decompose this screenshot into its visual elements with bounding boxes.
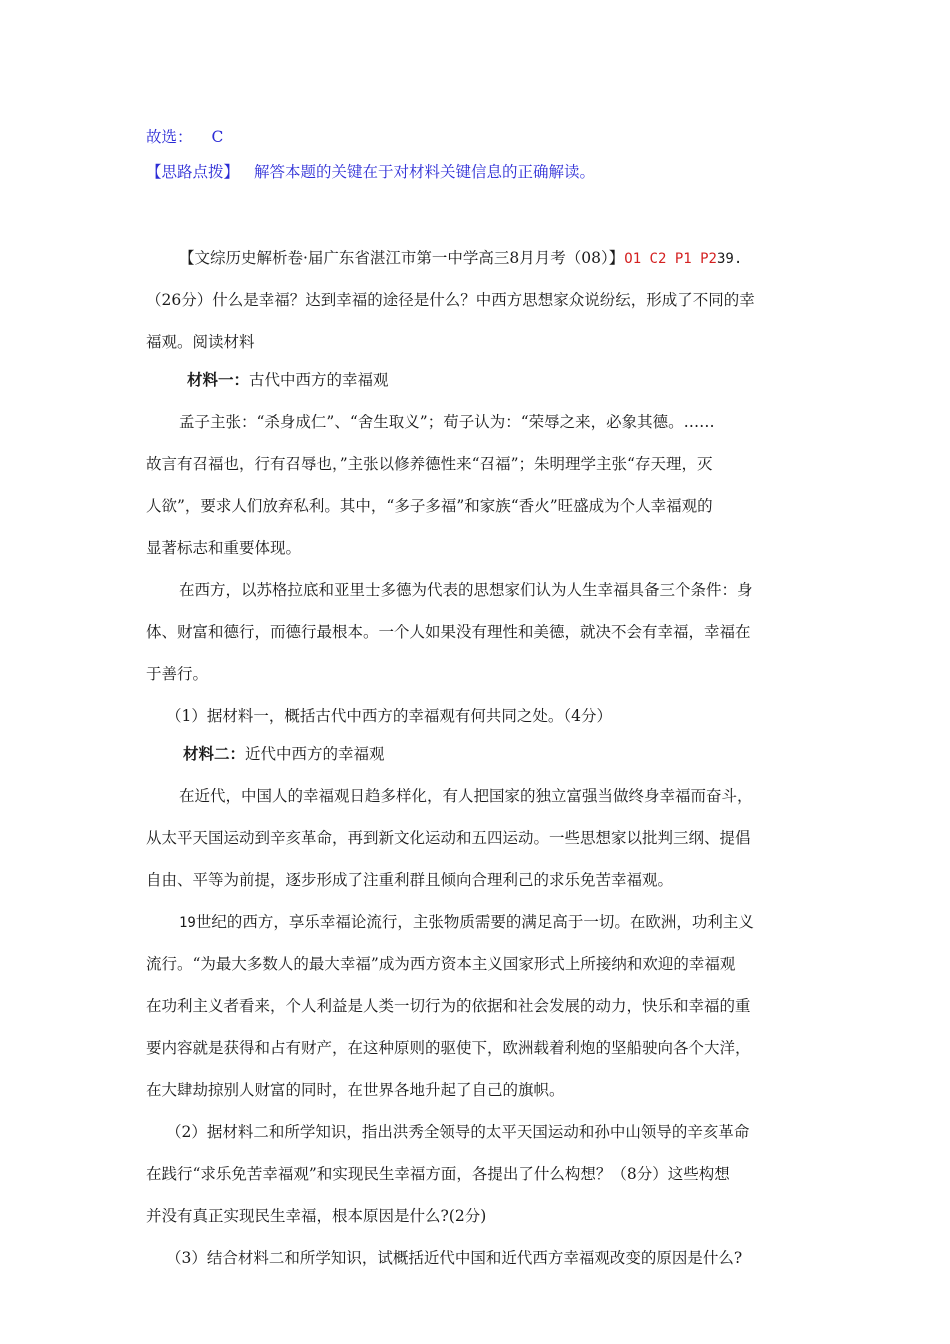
question2-line2: 在践行“求乐免苦幸福观”和实现民生幸福方面，各提出了什么构想？（8分）这些构想 (146, 1165, 730, 1183)
century-number: 19 (179, 915, 196, 931)
material2-title-label: 材料二： (183, 744, 246, 763)
hint-label: 【思路点拨】 (146, 163, 240, 181)
material2-p1-line1: 在近代，中国人的幸福观日趋多样化，有人把国家的独立富强当做终身幸福而奋斗， (179, 787, 753, 805)
material1-p2-line3: 于善行。 (146, 665, 209, 683)
question-number: 39. (716, 251, 743, 267)
material1-title-label: 材料一： (187, 370, 250, 389)
question2-line3: 并没有真正实现民生幸福，根本原因是什么?(2分) (146, 1207, 487, 1225)
material1-p1-line4: 显著标志和重要体现。 (146, 539, 302, 557)
material1-title (187, 370, 389, 390)
question-intro-line3: 福观。阅读材料 (146, 333, 255, 351)
material2-p2-line2: 流行。“为最大多数人的最大幸福”成为西方资本主义国家形式上所接纳和欢迎的幸福观 (146, 955, 736, 973)
material2-p1-line2: 从太平天国运动到辛亥革命，再到新文化运动和五四运动。一些思想家以批判三纲、提倡 (146, 829, 751, 847)
question-header (179, 248, 742, 269)
material1-title-text: 古代中西方的幸福观 (249, 371, 389, 389)
material2-p2-line1-text: 世纪的西方，享乐幸福论流行，主张物质需要的满足高于一切。在欧洲，功利主义 (195, 913, 754, 931)
answer-value: C (211, 128, 224, 146)
question2-line1: （2）据材料二和所学知识，指出洪秀全领导的太平天国运动和孙中山领导的辛亥革命 (166, 1123, 750, 1141)
material1-p2-line2: 体、财富和德行，而德行最根本。一个人如果没有理性和美德，就决不会有幸福，幸福在 (146, 623, 751, 641)
material2-p2-line1 (179, 912, 754, 933)
material2-title (183, 744, 385, 764)
material1-p1-line2: 故言有召福也，行有召辱也，”主张以修养德性来“召福”；朱明理学主张“存天理，灭 (146, 455, 713, 473)
question1: （1）据材料一，概括古代中西方的幸福观有何共同之处。（4分） (166, 707, 612, 725)
question-codes: O1 C2 P1 P2 (624, 251, 717, 267)
material2-p2-line3: 在功利主义者看来，个人利益是人类一切行为的依据和社会发展的动力，快乐和幸福的重 (146, 997, 751, 1015)
hint-text: 解答本题的关键在于对材料关键信息的正确解读。 (253, 163, 595, 181)
material2-p2-line5: 在大肆劫掠别人财富的同时，在世界各地升起了自己的旗帜。 (146, 1081, 565, 1099)
answer-label: 故选： (146, 128, 193, 146)
question-intro-line2: （26分）什么是幸福？达到幸福的途径是什么？中西方思想家众说纷纭，形成了不同的幸 (146, 291, 755, 309)
material1-p2-line1: 在西方，以苏格拉底和亚里士多德为代表的思想家们认为人生幸福具备三个条件：身 (179, 581, 753, 599)
question-source: 【文综历史解析卷·届广东省湛江市第一中学高三8月月考（08）】 (179, 249, 625, 267)
answer-line (146, 127, 223, 147)
material1-p1-line1: 孟子主张：“杀身成仁”、“舍生取义”；荀子认为：“荣辱之来，必象其德。…… (179, 413, 715, 431)
material2-p1-line3: 自由、平等为前提，逐步形成了注重利群且倾向合理利己的求乐免苦幸福观。 (146, 871, 674, 889)
material1-p1-line3: 人欲”，要求人们放弃私利。其中，“多子多福”和家族“香火”旺盛成为个人幸福观的 (146, 497, 713, 515)
material2-title-text: 近代中西方的幸福观 (245, 745, 385, 763)
hint-line (146, 162, 595, 182)
material2-p2-line4: 要内容就是获得和占有财产，在这种原则的驱使下，欧洲载着利炮的坚船驶向各个大洋， (146, 1039, 751, 1057)
question3: （3）结合材料二和所学知识，试概括近代中国和近代西方幸福观改变的原因是什么? (166, 1249, 743, 1267)
